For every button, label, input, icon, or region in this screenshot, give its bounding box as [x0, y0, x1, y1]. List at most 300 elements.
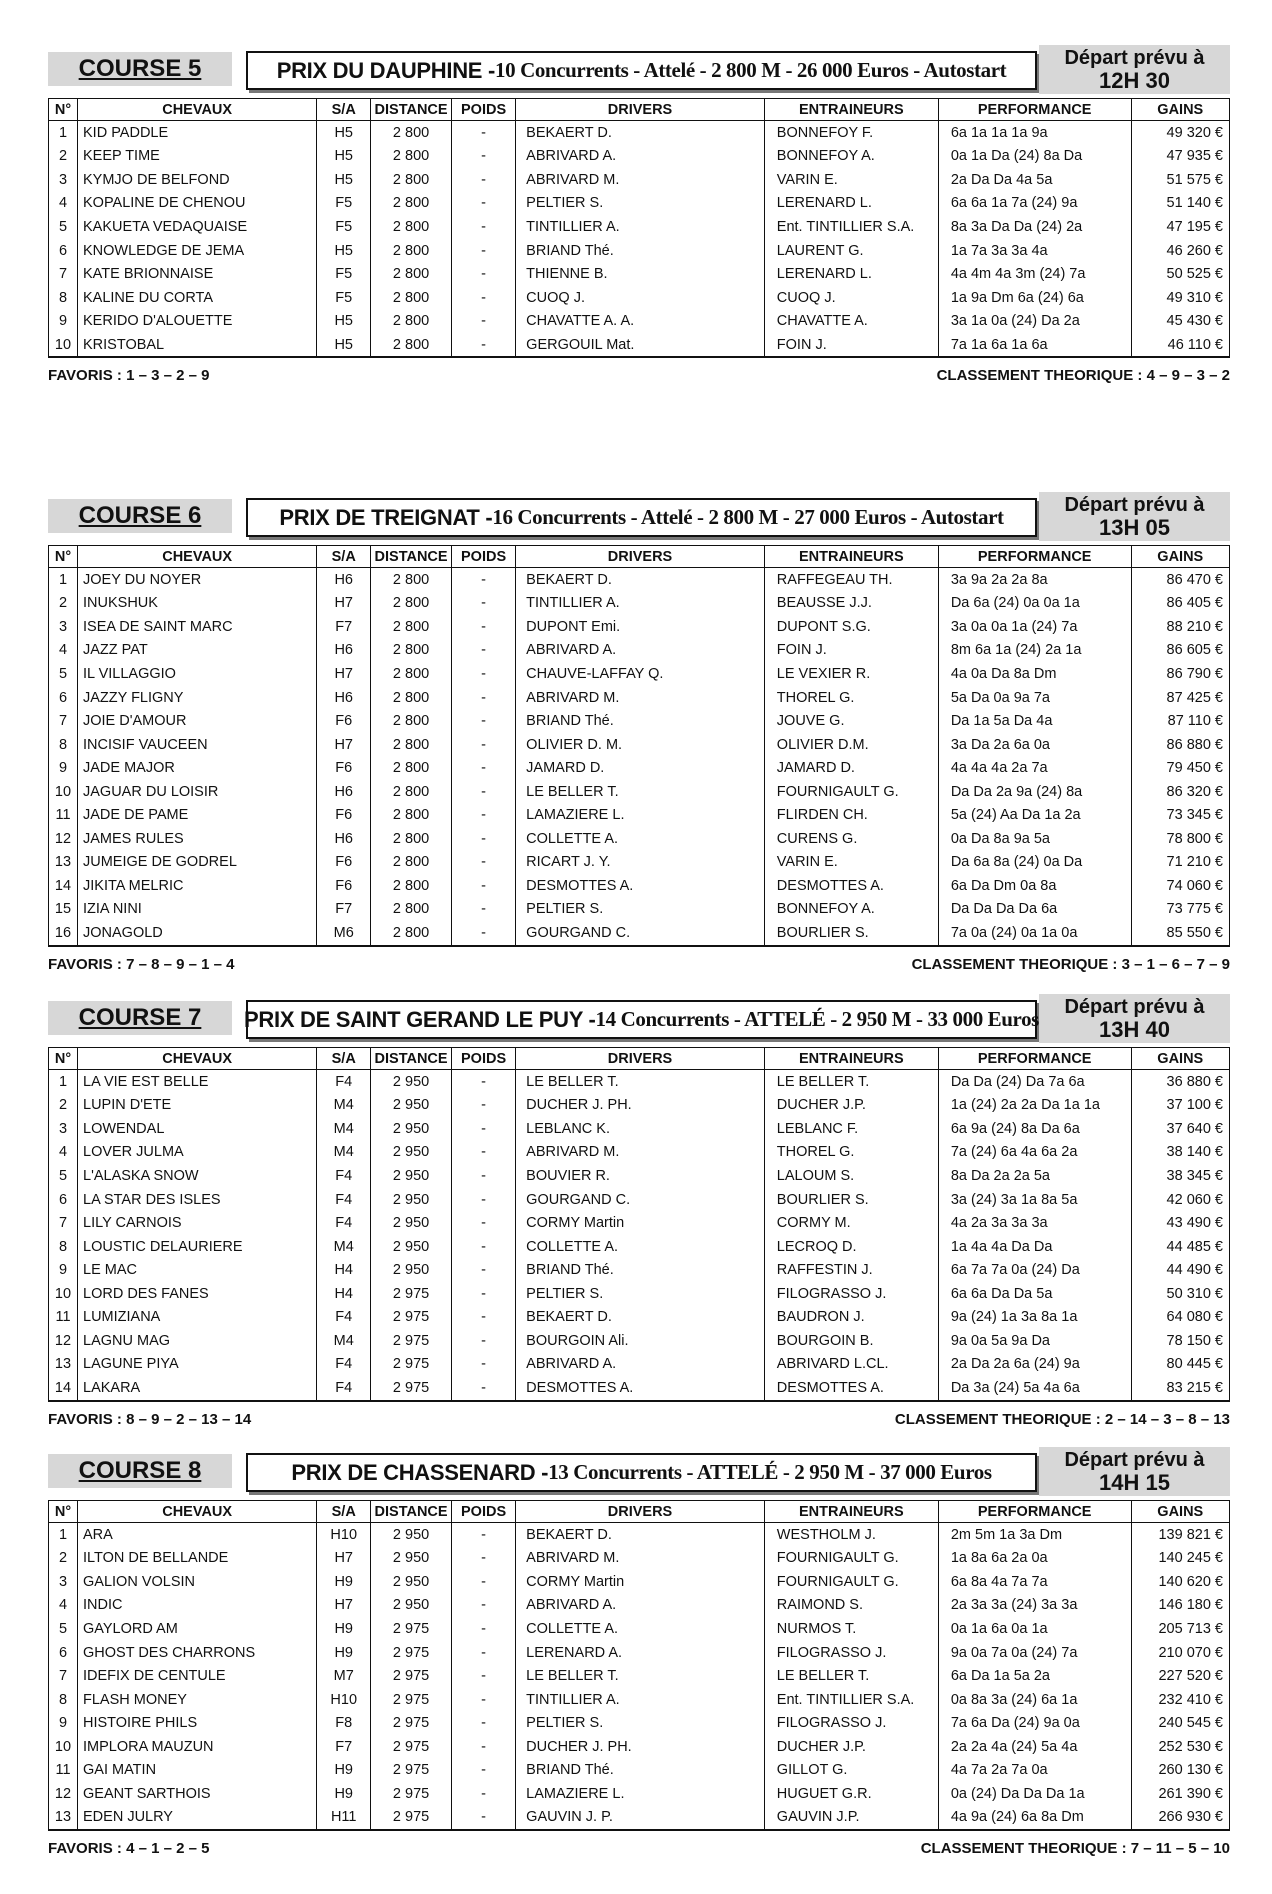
cell-sa: H9: [317, 1758, 371, 1782]
cell-num: 2: [49, 1547, 78, 1571]
departure-box: [1039, 45, 1230, 94]
course-label: [48, 499, 232, 533]
column-header-distance: DISTANCE: [371, 99, 452, 121]
cell-horse: KNOWLEDGE DE JEMA: [78, 239, 317, 263]
cell-horse: JIKITA MELRIC: [78, 874, 317, 898]
runners-table: [48, 1500, 1230, 1831]
column-header-driver: DRIVERS: [516, 546, 765, 568]
cell-gains: 38 345 €: [1131, 1164, 1229, 1188]
cell-gains: 210 070 €: [1131, 1641, 1229, 1665]
cell-horse: KALINE DU CORTA: [78, 286, 317, 310]
departure-label: Départ prévu à: [1064, 47, 1205, 69]
cell-trainer: LE BELLER T.: [764, 1664, 938, 1688]
cell-sa: H9: [317, 1641, 371, 1665]
cell-gains: 50 525 €: [1131, 262, 1229, 286]
cell-driver: LAMAZIERE L.: [516, 1782, 765, 1806]
table-header-row: [49, 1048, 1230, 1070]
cell-performance: Da Da Da Da 6a: [938, 898, 1131, 922]
cell-performance: 6a 6a 1a 7a (24) 9a: [938, 192, 1131, 216]
cell-gains: 83 215 €: [1131, 1376, 1229, 1401]
cell-sa: F7: [317, 1735, 371, 1759]
cell-driver: COLLETTE A.: [516, 827, 765, 851]
favoris-label: FAVORIS :: [48, 1410, 127, 1428]
cell-num: 3: [49, 168, 78, 192]
cell-num: 4: [49, 639, 78, 663]
runners-table: [48, 545, 1230, 947]
cell-gains: 44 490 €: [1131, 1258, 1229, 1282]
column-header-num: N°: [49, 546, 78, 568]
cell-performance: Da Da 2a 9a (24) 8a: [938, 780, 1131, 804]
cell-gains: 64 080 €: [1131, 1305, 1229, 1329]
cell-poids: -: [451, 145, 515, 169]
cell-horse: LILY CARNOIS: [78, 1211, 317, 1235]
cell-num: 6: [49, 1188, 78, 1212]
cell-trainer: BOURGOIN B.: [764, 1329, 938, 1353]
cell-sa: H11: [317, 1806, 371, 1831]
cell-sa: F5: [317, 215, 371, 239]
cell-poids: -: [451, 215, 515, 239]
cell-driver: GOURGAND C.: [516, 921, 765, 946]
cell-sa: M4: [317, 1329, 371, 1353]
cell-poids: -: [451, 1617, 515, 1641]
cell-distance: 2 800: [371, 898, 452, 922]
cell-num: 8: [49, 733, 78, 757]
cell-horse: IMPLORA MAUZUN: [78, 1735, 317, 1759]
cell-trainer: JOUVE G.: [764, 709, 938, 733]
cell-poids: -: [451, 662, 515, 686]
cell-horse: LUMIZIANA: [78, 1305, 317, 1329]
table-row: [49, 803, 1230, 827]
cell-trainer: FOURNIGAULT G.: [764, 1547, 938, 1571]
cell-distance: 2 800: [371, 874, 452, 898]
cell-trainer: GILLOT G.: [764, 1758, 938, 1782]
cell-performance: 0a 8a 3a (24) 6a 1a: [938, 1688, 1131, 1712]
cell-sa: H5: [317, 333, 371, 358]
race-footer: [48, 956, 1230, 973]
cell-sa: F6: [317, 756, 371, 780]
race-title: [246, 498, 1037, 537]
cell-trainer: BEAUSSE J.J.: [764, 592, 938, 616]
cell-num: 9: [49, 309, 78, 333]
cell-horse: KAKUETA VEDAQUAISE: [78, 215, 317, 239]
cell-driver: LE BELLER T.: [516, 1070, 765, 1094]
column-header-sa: S/A: [317, 1048, 371, 1070]
departure-time: 12H 30: [1099, 68, 1170, 93]
cell-distance: 2 975: [371, 1353, 452, 1377]
cell-horse: ILTON DE BELLANDE: [78, 1547, 317, 1571]
course-number: COURSE 6: [78, 502, 202, 529]
cell-performance: 1a 7a 3a 3a 4a: [938, 239, 1131, 263]
cell-horse: INCISIF VAUCEEN: [78, 733, 317, 757]
cell-num: 13: [49, 1353, 78, 1377]
cell-poids: -: [451, 733, 515, 757]
cell-performance: 6a Da Dm 0a 8a: [938, 874, 1131, 898]
cell-sa: H9: [317, 1617, 371, 1641]
cell-performance: 4a 9a (24) 6a 8a Dm: [938, 1806, 1131, 1831]
race-section: [48, 492, 1230, 994]
table-row: [49, 1758, 1230, 1782]
cell-driver: BEKAERT D.: [516, 568, 765, 592]
cell-driver: DESMOTTES A.: [516, 1376, 765, 1401]
cell-gains: 139 821 €: [1131, 1523, 1229, 1547]
cell-num: 12: [49, 1329, 78, 1353]
column-header-trainer: ENTRAINEURS: [764, 1501, 938, 1523]
cell-distance: 2 950: [371, 1164, 452, 1188]
cell-gains: 240 545 €: [1131, 1711, 1229, 1735]
classement-theorique: [895, 1411, 1230, 1428]
cell-performance: 1a (24) 2a 2a Da 1a 1a: [938, 1094, 1131, 1118]
cell-gains: 46 110 €: [1131, 333, 1229, 358]
race-section: [48, 994, 1230, 1447]
column-header-sa: S/A: [317, 1501, 371, 1523]
cell-distance: 2 975: [371, 1735, 452, 1759]
cell-sa: H5: [317, 145, 371, 169]
cell-performance: 2a Da 2a 6a (24) 9a: [938, 1353, 1131, 1377]
race-header: [48, 492, 1230, 545]
cell-horse: KRISTOBAL: [78, 333, 317, 358]
cell-num: 6: [49, 239, 78, 263]
cell-sa: H7: [317, 733, 371, 757]
cell-poids: -: [451, 1806, 515, 1831]
cell-performance: 6a Da 1a 5a 2a: [938, 1664, 1131, 1688]
cell-performance: 8m 6a 1a (24) 2a 1a: [938, 639, 1131, 663]
cell-trainer: ABRIVARD L.CL.: [764, 1353, 938, 1377]
cell-sa: H5: [317, 239, 371, 263]
cell-distance: 2 975: [371, 1711, 452, 1735]
table-row: [49, 1329, 1230, 1353]
cell-sa: F4: [317, 1164, 371, 1188]
table-row: [49, 1070, 1230, 1094]
cell-horse: JAZZY FLIGNY: [78, 686, 317, 710]
cell-sa: H6: [317, 639, 371, 663]
cell-trainer: LE BELLER T.: [764, 1070, 938, 1094]
cell-num: 5: [49, 215, 78, 239]
cell-trainer: DESMOTTES A.: [764, 874, 938, 898]
cell-trainer: FOURNIGAULT G.: [764, 1570, 938, 1594]
race-section: [48, 1447, 1230, 1894]
cell-gains: 260 130 €: [1131, 1758, 1229, 1782]
cell-performance: 3a (24) 3a 1a 8a 5a: [938, 1188, 1131, 1212]
cell-trainer: LE VEXIER R.: [764, 662, 938, 686]
cell-trainer: CURENS G.: [764, 827, 938, 851]
cell-sa: F4: [317, 1376, 371, 1401]
cell-horse: JUMEIGE DE GODREL: [78, 851, 317, 875]
cell-trainer: CUOQ J.: [764, 286, 938, 310]
favoris: [48, 1411, 251, 1428]
table-row: [49, 592, 1230, 616]
table-row: [49, 780, 1230, 804]
classement-label: CLASSEMENT THEORIQUE :: [894, 1410, 1105, 1428]
cell-horse: KERIDO D'ALOUETTE: [78, 309, 317, 333]
cell-trainer: FOIN J.: [764, 639, 938, 663]
cell-num: 14: [49, 874, 78, 898]
cell-performance: 7a 1a 6a 1a 6a: [938, 333, 1131, 358]
course-number: COURSE 5: [78, 55, 202, 82]
cell-driver: LERENARD A.: [516, 1641, 765, 1665]
cell-num: 2: [49, 1094, 78, 1118]
cell-horse: LOWENDAL: [78, 1117, 317, 1141]
cell-performance: 0a 1a Da (24) 8a Da: [938, 145, 1131, 169]
departure-label: Départ prévu à: [1064, 996, 1205, 1018]
cell-poids: -: [451, 1376, 515, 1401]
column-header-horse: CHEVAUX: [78, 546, 317, 568]
cell-distance: 2 950: [371, 1594, 452, 1618]
cell-performance: Da 6a 8a (24) 0a Da: [938, 851, 1131, 875]
cell-driver: ABRIVARD A.: [516, 145, 765, 169]
race-description: 13 Concurrents - ATTELÉ - 2 950 M - 37 000 Euros: [548, 1460, 992, 1484]
cell-sa: H6: [317, 686, 371, 710]
classement-theorique: [912, 956, 1230, 973]
table-row: [49, 1235, 1230, 1259]
cell-driver: RICART J. Y.: [516, 851, 765, 875]
cell-gains: 88 210 €: [1131, 615, 1229, 639]
cell-num: 3: [49, 1117, 78, 1141]
cell-trainer: DUCHER J.P.: [764, 1094, 938, 1118]
cell-distance: 2 950: [371, 1570, 452, 1594]
column-header-poids: POIDS: [451, 546, 515, 568]
column-header-gains: GAINS: [1131, 99, 1229, 121]
race-section: [48, 45, 1230, 492]
cell-poids: -: [451, 1782, 515, 1806]
table-header-row: [49, 1501, 1230, 1523]
cell-sa: H7: [317, 1594, 371, 1618]
cell-driver: ABRIVARD A.: [516, 639, 765, 663]
classement-value: 7 – 11 – 5 – 10: [1130, 1840, 1230, 1858]
cell-trainer: JAMARD D.: [764, 756, 938, 780]
table-row: [49, 827, 1230, 851]
cell-trainer: RAFFEGEAU TH.: [764, 568, 938, 592]
cell-driver: COLLETTE A.: [516, 1235, 765, 1259]
cell-horse: IDEFIX DE CENTULE: [78, 1664, 317, 1688]
cell-trainer: DUCHER J.P.: [764, 1735, 938, 1759]
cell-gains: 86 790 €: [1131, 662, 1229, 686]
cell-gains: 252 530 €: [1131, 1735, 1229, 1759]
column-header-performance: PERFORMANCE: [938, 1048, 1131, 1070]
cell-horse: IL VILLAGGIO: [78, 662, 317, 686]
race-footer: [48, 367, 1230, 384]
cell-trainer: LAURENT G.: [764, 239, 938, 263]
column-header-gains: GAINS: [1131, 546, 1229, 568]
cell-performance: 2a 3a 3a (24) 3a 3a: [938, 1594, 1131, 1618]
cell-sa: H7: [317, 1547, 371, 1571]
cell-driver: ABRIVARD M.: [516, 686, 765, 710]
cell-distance: 2 975: [371, 1664, 452, 1688]
cell-driver: PELTIER S.: [516, 192, 765, 216]
cell-gains: 74 060 €: [1131, 874, 1229, 898]
cell-num: 5: [49, 662, 78, 686]
cell-performance: 6a 6a Da Da 5a: [938, 1282, 1131, 1306]
race-footer: [48, 1840, 1230, 1857]
cell-poids: -: [451, 568, 515, 592]
race-header: [48, 994, 1230, 1047]
cell-horse: LAGNU MAG: [78, 1329, 317, 1353]
cell-performance: 3a 0a 0a 1a (24) 7a: [938, 615, 1131, 639]
cell-distance: 2 975: [371, 1688, 452, 1712]
cell-performance: 6a 7a 7a 0a (24) Da: [938, 1258, 1131, 1282]
cell-poids: -: [451, 1211, 515, 1235]
cell-sa: F5: [317, 192, 371, 216]
cell-poids: -: [451, 686, 515, 710]
table-row: [49, 1782, 1230, 1806]
cell-poids: -: [451, 780, 515, 804]
table-row: [49, 686, 1230, 710]
cell-num: 4: [49, 1594, 78, 1618]
cell-sa: F4: [317, 1188, 371, 1212]
cell-sa: H6: [317, 780, 371, 804]
cell-distance: 2 800: [371, 780, 452, 804]
cell-horse: JOIE D'AMOUR: [78, 709, 317, 733]
cell-horse: ARA: [78, 1523, 317, 1547]
cell-distance: 2 975: [371, 1641, 452, 1665]
favoris-label: FAVORIS :: [48, 367, 127, 385]
cell-driver: PELTIER S.: [516, 1711, 765, 1735]
cell-num: 16: [49, 921, 78, 946]
cell-poids: -: [451, 1235, 515, 1259]
cell-performance: Da Da (24) Da 7a 6a: [938, 1070, 1131, 1094]
cell-num: 1: [49, 1523, 78, 1547]
cell-gains: 205 713 €: [1131, 1617, 1229, 1641]
column-header-performance: PERFORMANCE: [938, 1501, 1131, 1523]
cell-driver: ABRIVARD M.: [516, 1547, 765, 1571]
cell-poids: -: [451, 239, 515, 263]
race-programme: [48, 45, 1230, 1894]
cell-poids: -: [451, 615, 515, 639]
cell-trainer: BOURLIER S.: [764, 921, 938, 946]
cell-gains: 80 445 €: [1131, 1353, 1229, 1377]
cell-distance: 2 800: [371, 192, 452, 216]
cell-performance: 6a 9a (24) 8a Da 6a: [938, 1117, 1131, 1141]
table-row: [49, 286, 1230, 310]
cell-performance: 2a 2a 4a (24) 5a 4a: [938, 1735, 1131, 1759]
cell-num: 7: [49, 262, 78, 286]
cell-distance: 2 800: [371, 333, 452, 358]
cell-trainer: RAFFESTIN J.: [764, 1258, 938, 1282]
cell-driver: DUCHER J. PH.: [516, 1094, 765, 1118]
departure-time: 14H 15: [1099, 1470, 1170, 1495]
race-name: PRIX DU DAUPHINE -: [276, 57, 496, 83]
favoris-value: 7 – 8 – 9 – 1 – 4: [126, 955, 235, 973]
cell-gains: 51 140 €: [1131, 192, 1229, 216]
cell-performance: Da 6a (24) 0a 0a 1a: [938, 592, 1131, 616]
cell-gains: 37 100 €: [1131, 1094, 1229, 1118]
cell-gains: 227 520 €: [1131, 1664, 1229, 1688]
cell-distance: 2 800: [371, 709, 452, 733]
cell-driver: CHAUVE-LAFFAY Q.: [516, 662, 765, 686]
course-label: [48, 52, 232, 86]
cell-gains: 38 140 €: [1131, 1141, 1229, 1165]
table-row: [49, 1305, 1230, 1329]
cell-distance: 2 800: [371, 639, 452, 663]
cell-performance: 2a Da Da 4a 5a: [938, 168, 1131, 192]
cell-poids: -: [451, 1547, 515, 1571]
cell-sa: H7: [317, 662, 371, 686]
cell-poids: -: [451, 1117, 515, 1141]
table-row: [49, 1547, 1230, 1571]
cell-sa: F6: [317, 874, 371, 898]
cell-horse: JONAGOLD: [78, 921, 317, 946]
table-row: [49, 1376, 1230, 1401]
cell-horse: LORD DES FANES: [78, 1282, 317, 1306]
cell-gains: 86 470 €: [1131, 568, 1229, 592]
cell-trainer: LERENARD L.: [764, 262, 938, 286]
cell-gains: 140 620 €: [1131, 1570, 1229, 1594]
cell-trainer: Ent. TINTILLIER S.A.: [764, 215, 938, 239]
cell-performance: 3a Da 2a 6a 0a: [938, 733, 1131, 757]
cell-performance: 3a 9a 2a 2a 8a: [938, 568, 1131, 592]
cell-performance: 1a 9a Dm 6a (24) 6a: [938, 286, 1131, 310]
cell-sa: H6: [317, 827, 371, 851]
cell-performance: 0a 1a 6a 0a 1a: [938, 1617, 1131, 1641]
cell-distance: 2 950: [371, 1547, 452, 1571]
cell-gains: 146 180 €: [1131, 1594, 1229, 1618]
cell-horse: GEANT SARTHOIS: [78, 1782, 317, 1806]
cell-horse: JAZZ PAT: [78, 639, 317, 663]
cell-horse: KATE BRIONNAISE: [78, 262, 317, 286]
cell-driver: LAMAZIERE L.: [516, 803, 765, 827]
cell-driver: ABRIVARD A.: [516, 1594, 765, 1618]
cell-driver: GOURGAND C.: [516, 1188, 765, 1212]
cell-trainer: BONNEFOY A.: [764, 898, 938, 922]
cell-poids: -: [451, 262, 515, 286]
cell-distance: 2 800: [371, 121, 452, 145]
course-label: [48, 1454, 232, 1488]
course-number: COURSE 8: [78, 1457, 202, 1484]
race-description: 16 Concurrents - Attelé - 2 800 M - 27 000 Euros - Autostart: [492, 505, 1004, 529]
cell-sa: F5: [317, 262, 371, 286]
cell-gains: 49 320 €: [1131, 121, 1229, 145]
table-row: [49, 1282, 1230, 1306]
cell-distance: 2 800: [371, 145, 452, 169]
cell-num: 12: [49, 1782, 78, 1806]
cell-sa: F6: [317, 709, 371, 733]
cell-poids: -: [451, 1711, 515, 1735]
cell-gains: 36 880 €: [1131, 1070, 1229, 1094]
race-description: 10 Concurrents - Attelé - 2 800 M - 26 000 Euros - Autostart: [495, 58, 1007, 82]
cell-distance: 2 950: [371, 1523, 452, 1547]
column-header-horse: CHEVAUX: [78, 1501, 317, 1523]
cell-trainer: DUPONT S.G.: [764, 615, 938, 639]
cell-gains: 73 775 €: [1131, 898, 1229, 922]
cell-sa: F7: [317, 898, 371, 922]
cell-num: 10: [49, 333, 78, 358]
table-row: [49, 1211, 1230, 1235]
column-header-performance: PERFORMANCE: [938, 546, 1131, 568]
cell-trainer: FOURNIGAULT G.: [764, 780, 938, 804]
cell-distance: 2 800: [371, 756, 452, 780]
cell-sa: M4: [317, 1117, 371, 1141]
cell-performance: 4a 0a Da 8a Dm: [938, 662, 1131, 686]
cell-sa: F4: [317, 1211, 371, 1235]
cell-trainer: Ent. TINTILLIER S.A.: [764, 1688, 938, 1712]
cell-sa: F6: [317, 851, 371, 875]
cell-sa: F6: [317, 803, 371, 827]
cell-driver: GAUVIN J. P.: [516, 1806, 765, 1831]
cell-performance: 0a Da 8a 9a 5a: [938, 827, 1131, 851]
cell-horse: INUKSHUK: [78, 592, 317, 616]
cell-gains: 261 390 €: [1131, 1782, 1229, 1806]
cell-performance: 8a 3a Da Da (24) 2a: [938, 215, 1131, 239]
cell-horse: GALION VOLSIN: [78, 1570, 317, 1594]
table-row: [49, 333, 1230, 358]
cell-horse: GHOST DES CHARRONS: [78, 1641, 317, 1665]
cell-distance: 2 800: [371, 662, 452, 686]
column-header-gains: GAINS: [1131, 1048, 1229, 1070]
cell-sa: H9: [317, 1782, 371, 1806]
cell-driver: ABRIVARD M.: [516, 1141, 765, 1165]
table-row: [49, 1141, 1230, 1165]
cell-poids: -: [451, 309, 515, 333]
cell-gains: 86 880 €: [1131, 733, 1229, 757]
